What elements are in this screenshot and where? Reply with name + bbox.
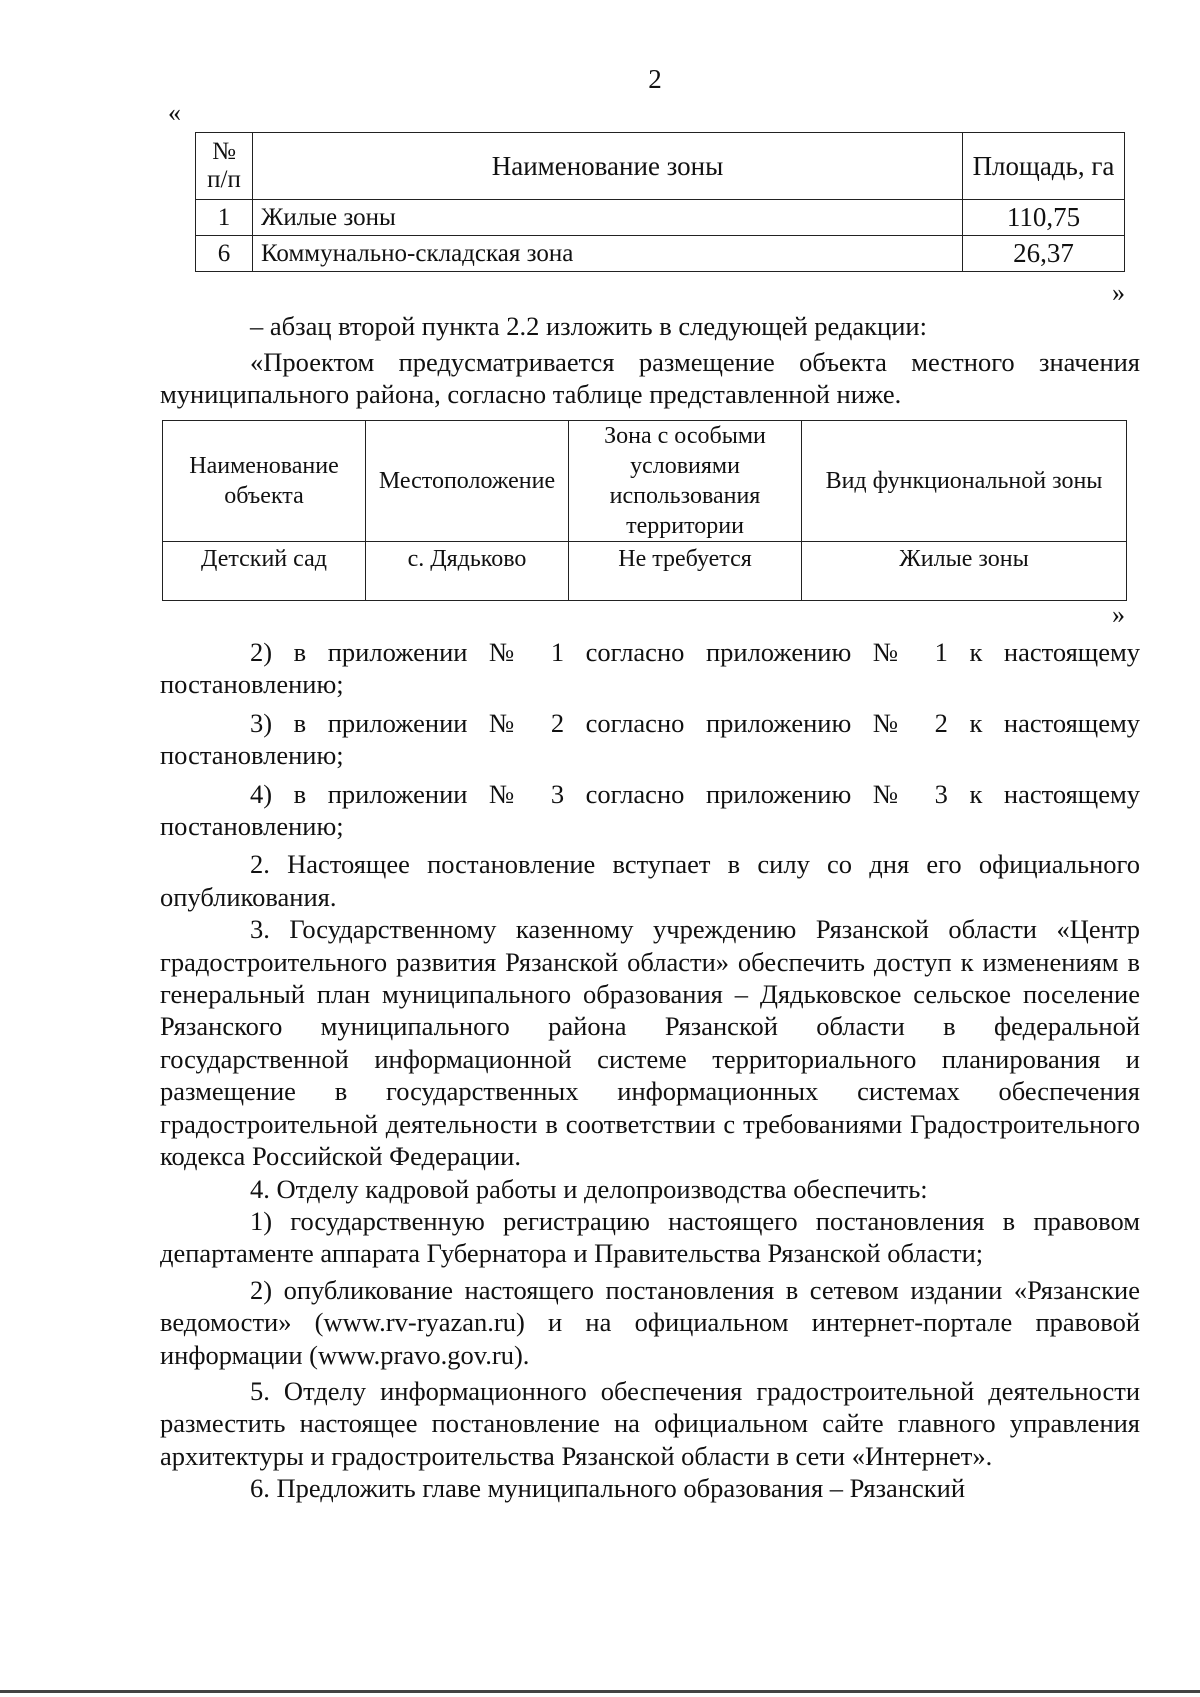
closing-quote: » [1112,600,1125,629]
opening-quote: « [168,98,181,127]
header-num: № п/п [196,133,253,200]
row-zone-name: Жилые зоны [253,200,963,236]
row-location: с. Дядьково [366,542,569,601]
table-row [163,542,1127,601]
list-item: 3. Государственному казенному учреждению Рязанской области «Центр градостроительного развития Рязанской области» обеспечить доступ к изменениям в генеральный план муниципального образования – Дядьковское сельское поселение Рязанского муниципального района Рязанской области в федеральной государственной информационной системе территориального планирования и размещение в государственных информационных системах обеспечения градостроительной деятельности в соответствии с требованиями Градостроительного кодекса Российской Федерации. [160,914,1140,1172]
row-num: 6 [196,236,253,272]
objects-table-header [163,421,1127,542]
list-item: 6. Предложить главе муниципального образования – Рязанский [250,1473,965,1504]
amendment-line: – абзац второй пункта 2.2 изложить в следующей редакции: [250,311,927,341]
header-zone-name: Наименование зоны [253,133,963,200]
row-object-name: Детский сад [163,542,366,601]
row-func-zone: Жилые зоны [802,542,1127,601]
page-number: 2 [648,64,662,94]
row-special-zone: Не требуется [569,542,802,601]
row-area: 26,37 [963,236,1125,272]
header-func-zone: Вид функциональной зоны [802,421,1127,542]
zones-table-header [196,133,1125,200]
list-item: 2) в приложении № 1 согласно приложению № 1 к настоящему постановлению; [160,637,1140,700]
table-row [196,200,1125,236]
zones-table [195,132,1125,272]
header-object-name: Наименование объекта [163,421,366,542]
list-item: 3) в приложении № 2 согласно приложению № 2 к настоящему постановлению; [160,707,1140,771]
objects-table [162,420,1127,601]
closing-quote: » [1112,278,1125,307]
row-area: 110,75 [963,200,1125,236]
list-item: 5. Отделу информационного обеспечения градостроительной деятельности разместить настоящее постановление на официальном сайте главного управления архитектуры и градостроительства Рязанской области в сети «Интернет». [160,1375,1140,1471]
list-item: 1) государственную регистрацию настоящего постановления в правовом департаменте аппарата Губернатора и Правительства Рязанской области; [160,1205,1140,1269]
scan-edge-line [0,1690,1200,1693]
list-item: 2) опубликование настоящего постановления в сетевом издании «Рязанские ведомости» (www.rv-ryazan.ru) и на официальном интернет-портале правовой информации (www.pravo.gov.ru). [160,1274,1140,1370]
list-item: 4. Отделу кадровой работы и делопроизводства обеспечить: [250,1173,928,1204]
header-special-zone: Зона с особыми условиями использования территории [569,421,802,542]
header-location: Местоположение [366,421,569,542]
list-item: 4) в приложении № 3 согласно приложению № 3 к настоящему постановлению; [160,778,1140,842]
table-row [196,236,1125,272]
project-paragraph-text: «Проектом предусматривается размещение объекта местного значения муниципального района, согласно таблице представленной ниже. [160,347,1140,410]
header-area: Площадь, га [963,133,1125,200]
project-paragraph [160,346,1140,411]
body-items [160,636,1140,1505]
list-item: 2. Настоящее постановление вступает в силу со дня его официального опубликования. [160,849,1140,912]
row-zone-name: Коммунально-складская зона [253,236,963,272]
row-num: 1 [196,200,253,236]
